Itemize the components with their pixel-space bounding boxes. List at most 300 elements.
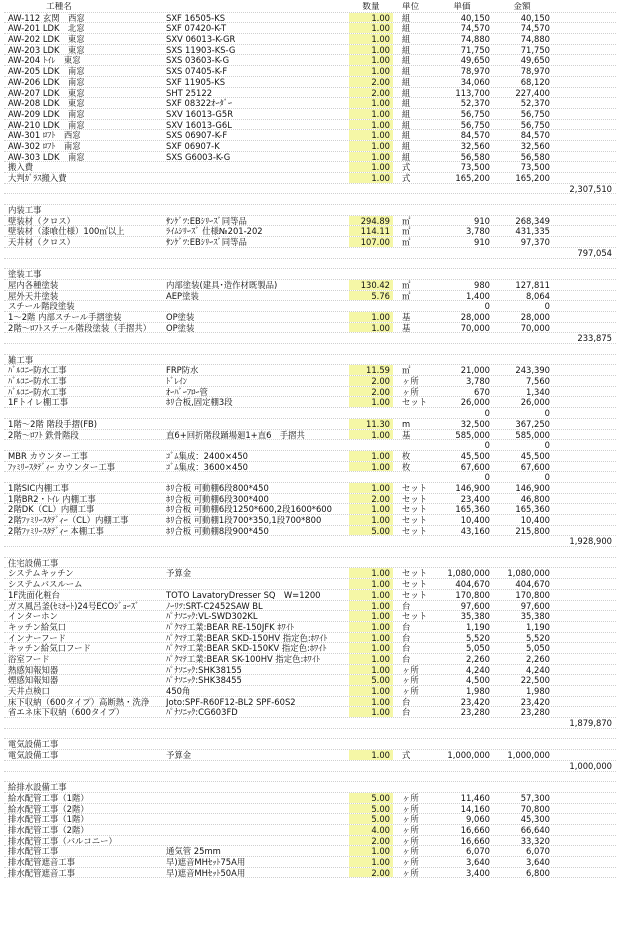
item-qty: 1.00: [371, 140, 390, 151]
item-name: AW-210 LDK 南窓: [8, 119, 85, 130]
table-row: [4, 804, 616, 815]
item-spec: SXS 07405-K-F: [166, 66, 228, 77]
item-unit: 台: [402, 643, 411, 654]
item-price: 71,750: [460, 44, 490, 55]
table-row: [4, 419, 616, 430]
item-unit: セット: [402, 515, 428, 525]
item-price: 165,200: [455, 173, 490, 183]
item-unit: 基: [402, 429, 411, 440]
item-amount: 6,070: [526, 846, 550, 857]
table-row: [4, 205, 616, 216]
item-price: 3,780: [466, 226, 490, 237]
item-unit: ヶ所: [402, 867, 419, 878]
item-name: スチール階段塗装: [8, 301, 75, 312]
item-amount: 23,420: [520, 696, 550, 707]
table-row: [4, 665, 616, 676]
item-name: システムバスルーム: [8, 579, 83, 590]
item-unit: 組: [402, 44, 411, 55]
table-row: [4, 387, 616, 398]
item-qty: 1.00: [371, 482, 390, 493]
item-amount: 2,260: [526, 653, 550, 664]
item-spec: SXV 16013-G5R: [166, 108, 234, 119]
item-price: 0: [484, 301, 490, 312]
item-amount: 97,600: [520, 600, 550, 611]
item-name: 熱感知報知器: [8, 664, 59, 675]
item-name: 浴室フード: [8, 653, 50, 664]
item-spec: Joto:SPF-R60F12-BL2 SPF-60S2: [166, 696, 296, 707]
item-unit: ㎡: [402, 279, 411, 290]
item-qty: 11.59: [366, 365, 390, 376]
item-price: 16,660: [460, 835, 490, 846]
item-unit: 組: [402, 76, 411, 87]
item-unit: 台: [402, 621, 411, 632]
header-name: 工種名: [46, 2, 72, 12]
item-amount: 0: [544, 301, 550, 312]
item-price: 146,900: [455, 482, 490, 493]
item-spec: 予算金: [166, 750, 192, 761]
item-qty: 1.00: [371, 579, 390, 590]
table-row: [4, 291, 616, 302]
item-name: 2階ﾌｧﾐﾘｰｽﾀﾃﾞｨｰ 本棚工事: [8, 525, 104, 536]
item-amount: 49,650: [520, 55, 550, 66]
item-amount: 165,200: [515, 173, 550, 183]
item-qty: 1.00: [371, 322, 390, 333]
table-row: [4, 451, 616, 462]
item-qty: 1.00: [371, 119, 390, 130]
item-amount: 70,000: [520, 322, 550, 333]
item-qty: 1.00: [371, 12, 390, 23]
item-spec: ｺﾞﾑ集成：2400×450: [166, 450, 249, 461]
item-qty: 5.00: [371, 792, 390, 803]
item-name: MBR カウンター工事: [8, 450, 88, 461]
table-row: [4, 686, 616, 697]
item-unit: 式: [402, 162, 411, 173]
item-qty: 2.00: [371, 76, 390, 87]
item-name: ﾊﾞﾙｺﾆｰ防水工事: [8, 376, 67, 387]
item-amount: 8,064: [526, 290, 550, 301]
table-row: [4, 675, 616, 686]
table-row: [4, 472, 616, 483]
item-amount: 35,380: [520, 611, 550, 622]
item-amount: 26,000: [520, 397, 550, 408]
table-row: [4, 793, 616, 804]
table-row: [4, 462, 616, 473]
item-spec: ﾎﾘ合板 可動棚8段900*450: [166, 525, 269, 536]
table-row: [4, 355, 616, 366]
item-name: 1階BR2・ﾄｲﾚ 内棚工事: [8, 493, 96, 504]
section-subtotal: 233,875: [577, 333, 612, 344]
estimate-sheet: [4, 2, 616, 878]
item-name: キッチン給気口: [8, 621, 67, 632]
item-amount: 56,750: [520, 119, 550, 130]
item-amount: 1,080,000: [507, 568, 550, 579]
table-row: [4, 408, 616, 419]
item-amount: 45,500: [520, 450, 550, 461]
item-amount: 367,250: [515, 418, 550, 429]
table-row: [4, 526, 616, 537]
item-price: 23,400: [460, 493, 490, 504]
item-amount: 84,570: [520, 130, 550, 141]
item-price: 70,000: [460, 322, 490, 333]
item-price: 56,750: [460, 119, 490, 130]
item-qty: 114.11: [360, 226, 390, 237]
item-spec: ﾉｰﾘﾂ:SRT-C2452SAW BL: [166, 600, 263, 611]
item-price: 16,660: [460, 824, 490, 835]
item-spec: ﾊﾟﾅｿﾆｯｸ:SHK38155: [166, 664, 242, 675]
table-row: [4, 88, 616, 99]
table-row: [4, 718, 616, 729]
item-amount: 227,400: [515, 87, 550, 98]
item-qty: 1.00: [371, 653, 390, 664]
table-row: [4, 194, 616, 205]
item-price: 56,750: [460, 108, 490, 119]
table-row: [4, 611, 616, 622]
table-row: [4, 344, 616, 355]
item-spec: SXS G6003-K-G: [166, 151, 231, 162]
item-unit: ㎡: [402, 237, 411, 248]
table-row: [4, 825, 616, 836]
item-price: 910: [474, 237, 490, 248]
item-name: AW-202 LDK 東窓: [8, 34, 85, 45]
item-price: 78,970: [460, 66, 490, 77]
item-amount: 0: [544, 440, 550, 451]
table-row: [4, 483, 616, 494]
item-amount: 78,970: [520, 66, 550, 77]
item-qty: 294.89: [360, 215, 390, 226]
item-name: 2階～ﾛﾌﾄスチール階段塗装（手摺共）: [8, 322, 152, 333]
item-spec: ﾊﾟｸﾏﾃ工業:BEAR RE-150JFK ﾎﾜｲﾄ: [166, 621, 295, 632]
section-subtotal: 1,879,870: [569, 718, 612, 729]
section-subtotal: 797,054: [577, 247, 612, 258]
item-price: 165,360: [455, 504, 490, 515]
item-price: 980: [474, 279, 490, 290]
item-unit: 組: [402, 151, 411, 162]
item-unit: 組: [402, 87, 411, 98]
item-price: 21,000: [460, 365, 490, 376]
item-unit: ㎡: [402, 290, 411, 301]
table-row: [4, 45, 616, 56]
item-price: 3,780: [466, 376, 490, 387]
item-amount: 46,800: [520, 493, 550, 504]
item-amount: 66,640: [520, 824, 550, 835]
item-name: システムキッチン: [8, 568, 74, 579]
header-price: 単価: [453, 2, 471, 12]
item-name: 1階SIC内棚工事: [8, 482, 69, 493]
header-unit: 単位: [402, 2, 420, 12]
item-name: インナーフード: [8, 632, 66, 643]
item-name: AW-303 LDK 南窓: [8, 151, 85, 162]
table-row: [4, 323, 616, 334]
item-price: 6,070: [466, 846, 490, 857]
item-unit: ㎡: [402, 365, 411, 376]
item-qty: 1.00: [371, 66, 390, 77]
item-unit: 組: [402, 130, 411, 141]
item-unit: ヶ所: [402, 386, 419, 397]
item-name: ﾌｧﾐﾘｰｽﾀﾃﾞｨｰ カウンター工事: [8, 461, 116, 472]
item-price: 11,460: [460, 792, 490, 803]
item-name: 大判ｶﾞﾗｽ搬入費: [8, 173, 67, 183]
item-amount: 70,800: [520, 803, 550, 814]
item-spec: 450角: [166, 686, 191, 696]
item-spec: SXF 06907-K: [166, 140, 220, 151]
item-qty: 1.00: [371, 696, 390, 707]
item-amount: 215,800: [515, 525, 550, 536]
item-spec: ﾗｲﾑｼﾘｰｽﾞ 仕様№201-202: [166, 226, 263, 237]
item-name: AW-206 LDK 南窓: [8, 76, 85, 87]
item-unit: セット: [402, 579, 428, 590]
item-price: 5,520: [466, 632, 490, 643]
item-name: 2階ﾌｧﾐﾘｰｽﾀﾃﾞｨｰ（CL）内棚工事: [8, 515, 129, 525]
item-qty: 2.00: [371, 376, 390, 387]
item-qty: 1.00: [371, 643, 390, 654]
item-spec: ﾊﾟｸﾏﾃ工業:BEAR SKD-150KV 指定色:ﾎﾜｲﾄ: [166, 643, 327, 654]
item-amount: 0: [544, 408, 550, 419]
item-price: 49,650: [460, 55, 490, 66]
item-qty: 1.00: [371, 664, 390, 675]
item-qty: 1.00: [371, 621, 390, 632]
item-price: 23,420: [460, 696, 490, 707]
item-qty: 2.00: [371, 493, 390, 504]
item-qty: 1.00: [371, 162, 390, 173]
item-price: 4,500: [466, 675, 490, 686]
table-row: [4, 750, 616, 761]
item-name: 床下収納（600タイプ）高断熱・洗浄: [8, 696, 150, 707]
table-row: [4, 301, 616, 312]
table-row: [4, 633, 616, 644]
item-unit: ㎡: [402, 215, 411, 226]
item-unit: 組: [402, 119, 411, 130]
table-row: [4, 184, 616, 195]
item-spec: ﾊﾟｸﾏﾃ工業:BEAR SK-100HV 指定色:ﾎﾜｲﾄ: [166, 653, 321, 664]
item-name: 電気設備工事: [8, 739, 59, 750]
item-qty: 1.00: [371, 23, 390, 34]
item-amount: 74,880: [520, 34, 550, 45]
item-spec: OP塗装: [166, 311, 195, 322]
item-qty: 1.00: [371, 429, 390, 440]
item-unit: 基: [402, 311, 411, 322]
section-subtotal: 2,307,510: [569, 183, 612, 194]
item-amount: 67,600: [520, 461, 550, 472]
item-unit: 基: [402, 322, 411, 333]
item-amount: 56,580: [520, 151, 550, 162]
item-unit: 組: [402, 55, 411, 66]
item-amount: 431,335: [515, 226, 550, 237]
table-row: [4, 579, 616, 590]
table-row: [4, 536, 616, 547]
table-row: [4, 590, 616, 601]
table-row: [4, 23, 616, 34]
table-row: [4, 120, 616, 131]
table-row: [4, 836, 616, 847]
item-qty: 1.00: [371, 130, 390, 141]
table-row: [4, 130, 616, 141]
item-name: 排水配管工事: [8, 846, 59, 857]
item-qty: 2.00: [371, 87, 390, 98]
item-qty: 130.42: [360, 279, 390, 290]
table-row: [4, 782, 616, 793]
item-name: AW-201 LDK 北窓: [8, 23, 85, 34]
item-unit: セット: [402, 504, 428, 515]
table-row: [4, 494, 616, 505]
item-qty: 1.00: [371, 461, 390, 472]
item-spec: ﾊﾟﾅｿﾆｯｸ:VL-SWD302KL: [166, 611, 258, 622]
item-name: 屋外天井塗装: [8, 290, 59, 301]
item-name: AW-208 LDK 東窓: [8, 98, 85, 109]
item-spec: SXS 11903-KS-G: [166, 44, 236, 55]
item-spec: SHT 25122: [166, 87, 213, 98]
section-subtotal: 1,928,900: [569, 536, 612, 547]
item-price: 97,600: [460, 600, 490, 611]
table-row: [4, 515, 616, 526]
item-spec: 早)遮音MHｾｯﾄ75A用: [166, 857, 246, 867]
item-qty: 1.00: [371, 600, 390, 611]
item-name: 排水配管工事（バルコニー）: [8, 835, 117, 846]
item-price: 23,280: [460, 707, 490, 718]
table-row: [4, 365, 616, 376]
item-unit: ヶ所: [402, 835, 419, 846]
item-unit: m: [402, 418, 411, 429]
item-name: 1F洗面化粧台: [8, 589, 61, 600]
item-unit: 台: [402, 707, 411, 718]
table-body: [4, 13, 616, 879]
item-qty: 1.00: [371, 108, 390, 119]
item-amount: 1,190: [526, 621, 550, 632]
item-unit: ヶ所: [402, 686, 419, 696]
table-row: [4, 729, 616, 740]
item-qty: 1.00: [371, 98, 390, 109]
table-row: [4, 601, 616, 612]
table-row: [4, 430, 616, 441]
item-amount: 1,980: [526, 686, 550, 696]
item-spec: ｺﾞﾑ集成：3600×450: [166, 461, 249, 472]
item-qty: 1.00: [371, 397, 390, 408]
table-row: [4, 333, 616, 344]
item-spec: ﾎﾘ合板 可動棚6段300*400: [166, 493, 269, 504]
item-qty: 1.00: [371, 450, 390, 461]
table-row: [4, 216, 616, 227]
item-spec: 早)遮音MHｾｯﾄ50A用: [166, 867, 246, 878]
item-spec: 通気管 25mm: [166, 846, 221, 857]
table-row: [4, 697, 616, 708]
item-unit: セット: [402, 482, 428, 493]
item-qty: 1.00: [371, 55, 390, 66]
table-row: [4, 868, 616, 879]
item-price: 404,670: [455, 579, 490, 590]
item-amount: 10,400: [520, 515, 550, 525]
item-qty: 1.00: [371, 632, 390, 643]
item-unit: ヶ所: [402, 376, 419, 387]
table-row: [4, 77, 616, 88]
item-amount: 268,349: [515, 215, 550, 226]
item-price: 1,190: [466, 621, 490, 632]
item-name: インターホン: [8, 611, 58, 622]
item-spec: ﾎﾘ合板 可動棚1段700*350,1段700*800: [166, 515, 322, 525]
table-row: [4, 280, 616, 291]
item-price: 670: [474, 386, 490, 397]
item-unit: ㎡: [402, 226, 411, 237]
item-unit: 組: [402, 34, 411, 45]
item-amount: 57,300: [520, 792, 550, 803]
item-amount: 28,000: [520, 311, 550, 322]
item-unit: ヶ所: [402, 824, 419, 835]
item-qty: 2.00: [371, 835, 390, 846]
item-name: AW-203 LDK 東窓: [8, 44, 85, 55]
item-qty: 1.00: [371, 750, 390, 761]
item-qty: 1.00: [371, 686, 390, 696]
item-price: 1,000,000: [447, 750, 490, 761]
item-unit: 枚: [402, 461, 411, 472]
item-spec: ｵｰﾊﾞｰﾌﾛｰ管: [166, 386, 208, 397]
item-amount: 127,811: [515, 279, 550, 290]
table-row: [4, 13, 616, 24]
item-qty: 1.00: [371, 311, 390, 322]
item-amount: 56,750: [520, 108, 550, 119]
item-name: 給水配管工事（2階）: [8, 803, 89, 814]
table-row: [4, 440, 616, 451]
item-price: 84,570: [460, 130, 490, 141]
table-row: [4, 66, 616, 77]
item-spec: SXF 11905-KS: [166, 76, 226, 87]
item-spec: 予算金: [166, 568, 192, 579]
item-spec: ﾎﾘ合板 可動棚6段800*450: [166, 482, 269, 493]
item-spec: ﾎﾘ合板 可動棚6段1250*600,2段1600*600: [166, 504, 332, 515]
item-price: 0: [484, 440, 490, 451]
item-qty: 5.00: [371, 525, 390, 536]
item-unit: ヶ所: [402, 675, 419, 686]
item-amount: 5,050: [526, 643, 550, 654]
item-spec: SXF 07420-K-T: [166, 23, 227, 34]
item-qty: 1.00: [371, 504, 390, 515]
item-name: ﾊﾞﾙｺﾆｰ防水工事: [8, 386, 67, 397]
table-row: [4, 248, 616, 259]
item-name: AW-204 ﾄｲﾚ 東窓: [8, 55, 81, 66]
table-row: [4, 173, 616, 184]
item-qty: 11.30: [366, 418, 390, 429]
item-spec: SXF 16505-KS: [166, 12, 226, 23]
item-spec: FRP防水: [166, 365, 199, 376]
item-price: 56,580: [460, 151, 490, 162]
item-qty: 5.76: [371, 290, 390, 301]
item-unit: セット: [402, 397, 428, 408]
item-name: 塗装工事: [8, 269, 42, 280]
table-row: [4, 814, 616, 825]
item-name: AW-209 LDK 南窓: [8, 108, 85, 119]
item-spec: ｻﾝｹﾞﾂ:EBｼﾘｰｽﾞ同等品: [166, 215, 247, 226]
item-name: 省エネ床下収納（600タイプ）: [8, 707, 125, 718]
item-name: 1階～2階 階段手摺(FB): [8, 418, 98, 429]
item-qty: 1.00: [371, 515, 390, 525]
table-row: [4, 643, 616, 654]
item-price: 5,050: [466, 643, 490, 654]
item-amount: 1,340: [526, 386, 550, 397]
table-row: [4, 98, 616, 109]
item-amount: 170,800: [515, 589, 550, 600]
item-price: 26,000: [460, 397, 490, 408]
item-unit: 台: [402, 600, 411, 611]
item-name: 給水配管工事（1階）: [8, 792, 89, 803]
item-amount: 74,570: [520, 23, 550, 34]
item-qty: 1.00: [371, 568, 390, 579]
header-row: [4, 2, 616, 13]
table-row: [4, 162, 616, 173]
item-unit: 枚: [402, 450, 411, 461]
table-row: [4, 259, 616, 270]
item-amount: 52,370: [520, 98, 550, 109]
item-amount: 71,750: [520, 44, 550, 55]
item-price: 585,000: [455, 429, 490, 440]
item-spec: SXS 06907-K-F: [166, 130, 228, 141]
table-row: [4, 141, 616, 152]
